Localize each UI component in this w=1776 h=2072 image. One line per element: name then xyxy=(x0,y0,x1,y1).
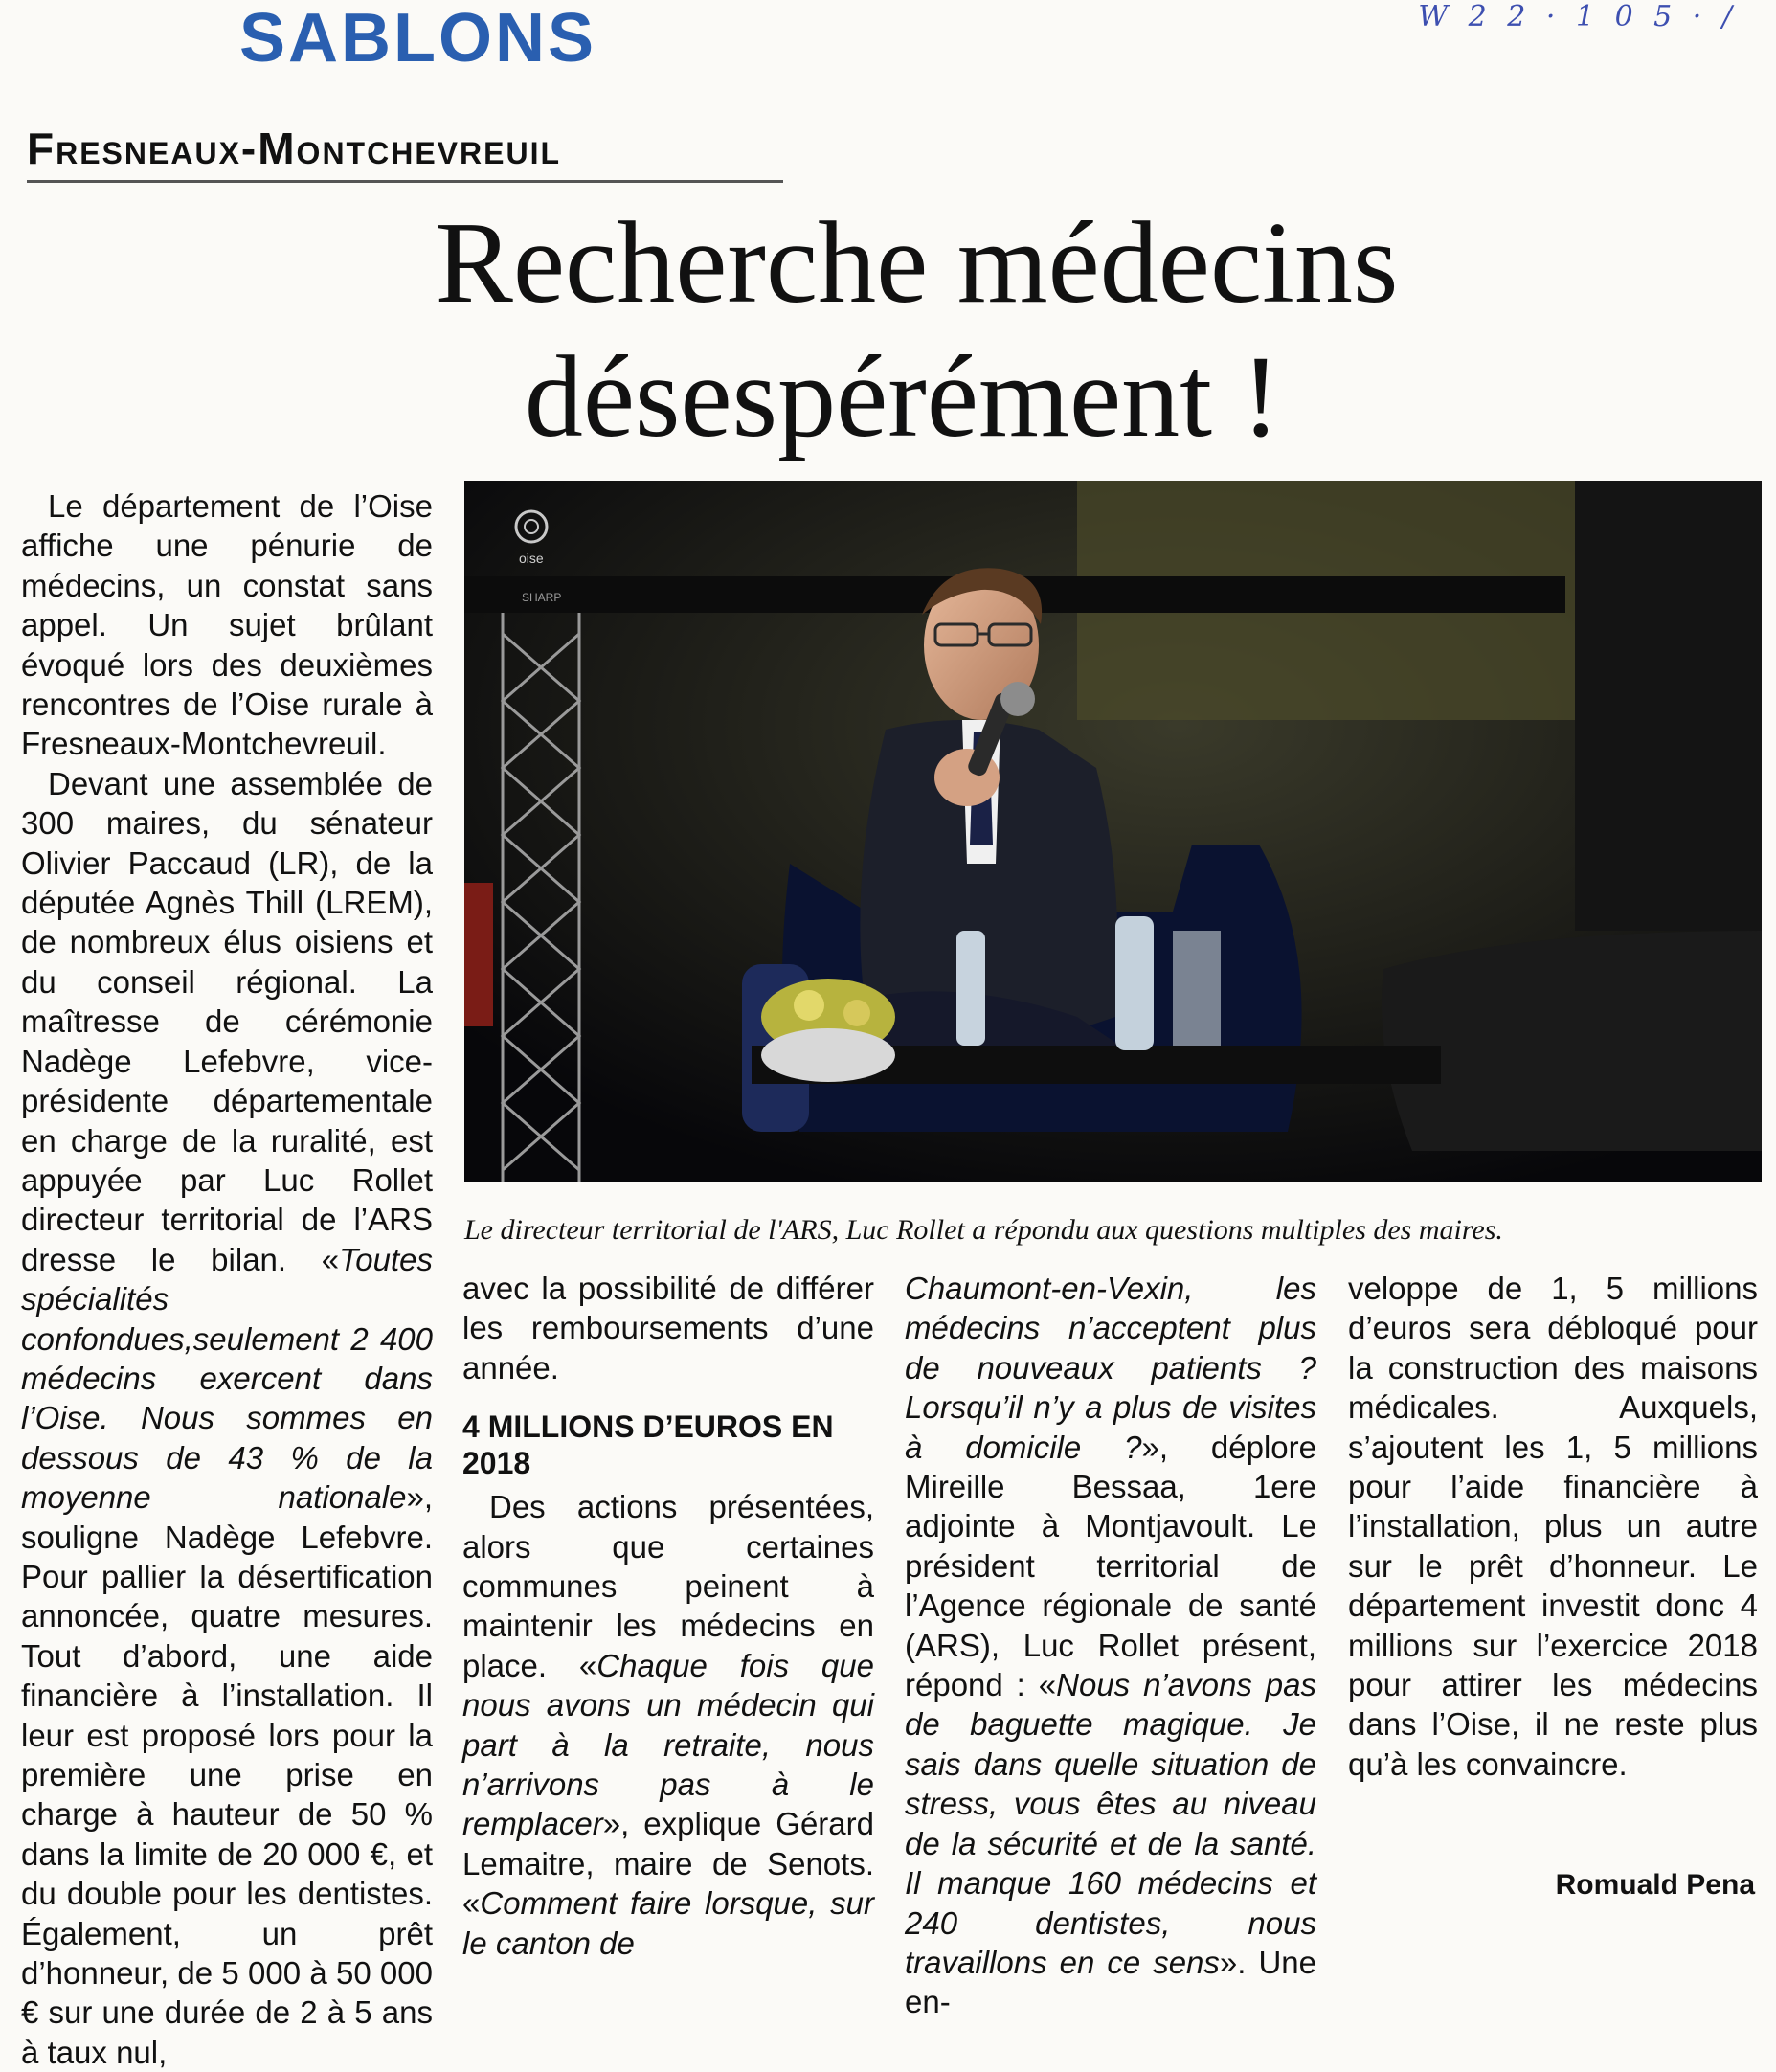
location-kicker: Fresneaux-Montchevreuil xyxy=(27,124,562,173)
headline xyxy=(0,196,1776,464)
screen-brand: SHARP xyxy=(522,591,562,604)
logo-text: oise xyxy=(519,551,544,566)
paragraph: avec la possibilité de différer les remboursements d’une année. xyxy=(462,1271,874,1385)
article-column-1 xyxy=(21,486,433,2072)
subheading: 4 MILLIONS D’EUROS EN 2018 xyxy=(462,1409,834,1481)
article-photo xyxy=(464,481,1762,1182)
kicker-underline xyxy=(27,180,783,183)
headline-line-2: désespérément ! xyxy=(524,332,1281,462)
paragraph xyxy=(905,1269,1316,2022)
quote: Nous n’avons pas de baguette magique. Je sais dans quelle situation de stress, vous êtes au niveau de la sécurité et de la santé. Il manque 160 médecins et 240 dentistes, nous travaillons en ce sens xyxy=(905,1667,1316,1980)
headline-line-1: Recherche médecins xyxy=(435,198,1399,327)
article-column-4 xyxy=(1348,1269,1758,1784)
text-run: », déplore Mireille Bessaa, 1ere adjointe à Montjavoult. Le président territorial de l’Agence régionale de santé (ARS), Luc Rollet présent, répond : « xyxy=(905,1429,1316,1703)
article-column-3 xyxy=(905,1269,1316,2022)
paragraph: Le département de l’Oise affiche une pénurie de médecins, un constat sans appel. Un sujet brûlant évoqué lors des deuxièmes rencontres de l’Oise rurale à Fresneaux-Montchevreuil. xyxy=(21,488,433,762)
quote: Toutes spécialités confondues,seulement 2 400 médecins exercent dans l’Oise. Nous sommes en dessous de 43 % de la moyenne nationale xyxy=(21,1241,433,1516)
quote: Chaumont-en-Vexin, les médecins n’acceptent plus de nouveaux patients ? Lorsqu’il n’y a plus de visites à domicile ? xyxy=(905,1271,1316,1465)
text-run: », explique Gérard Lemaitre, maire de Senots. « xyxy=(462,1806,874,1922)
byline: Romuald Pena xyxy=(1555,1869,1755,1901)
section-title: SABLONS xyxy=(239,0,597,77)
text-run: », souligne Nadège Lefebvre. Pour pallier la désertification annoncée, quatre mesures. Tout d’abord, une aide financière à l’installation. Il leur est proposé lors pour la première une prise en charge à hauteur de 50 % dans la limite de 20 000 €, et du double pour les dentistes. Également, un prêt d’honneur, de 5 000 à 50 000 € sur une durée de 2 à 5 ans à taux nul, xyxy=(21,1479,433,2070)
quote: Chaque fois que nous avons un médecin qui part à la retraite, nous n’arrivons pas à le remplacer xyxy=(462,1647,874,1842)
handwritten-note: W 2 2 · 1 0 5 · / xyxy=(1418,0,1738,34)
photo-caption: Le directeur territorial de l'ARS, Luc Rollet a répondu aux questions multiples des maires. xyxy=(464,1214,1503,1246)
quote: Comment faire lorsque, sur le canton de xyxy=(462,1885,874,1961)
text-run: Devant une assemblée de 300 maires, du sénateur Olivier Paccaud (LR), de la députée Agnès Thill (LREM), de nombreux élus oisiens et du conseil régional. La maîtresse de cérémonie Nadège Lefebvre, vice-présidente départementale en charge de la ruralité, est appuyée par Luc Rollet directeur territorial de l’ARS dresse le bilan. « xyxy=(21,765,433,1277)
article-column-2 xyxy=(462,1269,874,1963)
photo-illustration xyxy=(464,481,1762,1182)
paragraph: veloppe de 1, 5 millions d’euros sera débloqué pour la construction des maisons médicales. Auxquels, s’ajoutent les 1, 5 millions pour l’aide financière à l’installation, plus un autre sur le prêt d’honneur. Le département investit donc 4 millions sur l’exercice 2018 pour attirer les médecins dans l’Oise, il ne reste plus qu’à les convaincre. xyxy=(1348,1271,1758,1782)
text-run: Des actions présentées, alors que certaines communes peinent à maintenir les médecins en place. « xyxy=(462,1489,874,1683)
paragraph xyxy=(462,1487,874,1963)
paragraph xyxy=(21,764,433,2072)
text-run: ». Une en- xyxy=(905,1944,1316,2020)
